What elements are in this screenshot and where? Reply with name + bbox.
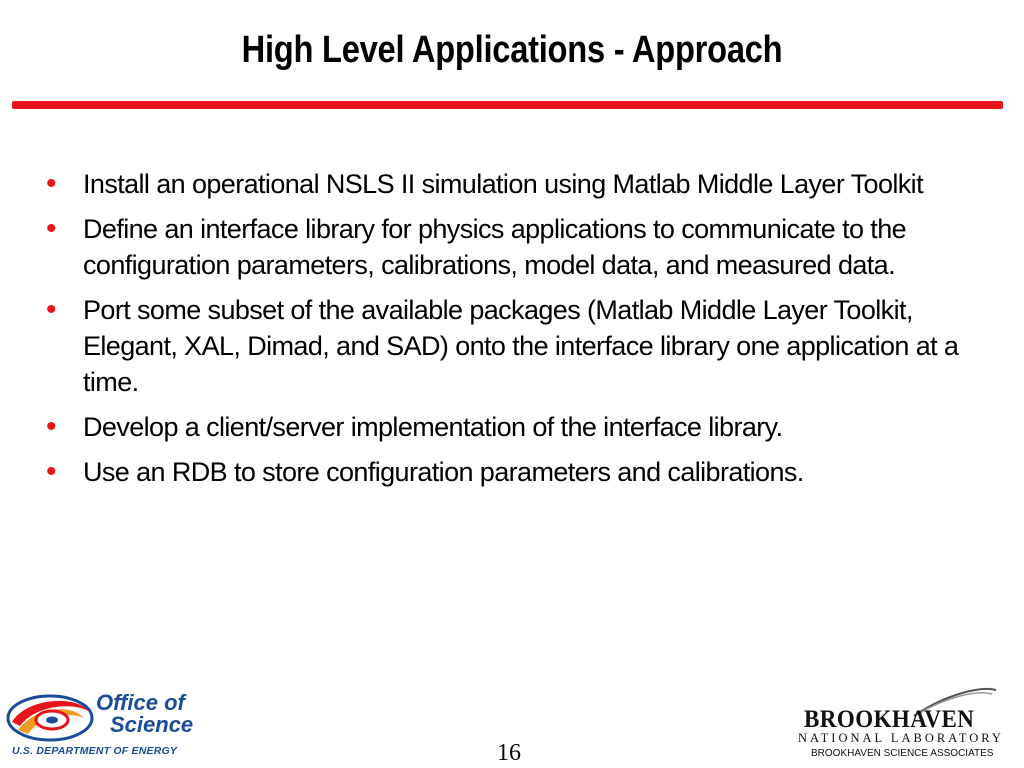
- bullet-item: [46, 292, 996, 400]
- bullet-text: Define an interface library for physics applications to communicate to the configuration parameters, calibrations, model data, and measured data.: [83, 214, 907, 280]
- doe-swirl-icon: [6, 692, 96, 744]
- page-number: 16: [497, 740, 521, 766]
- bullet-text: Install an operational NSLS II simulation using Matlab Middle Layer Toolkit: [83, 169, 923, 199]
- oos-agency: U.S. DEPARTMENT OF ENERGY: [12, 745, 178, 757]
- bullet-text: Develop a client/server implementation of the interface library.: [83, 412, 783, 442]
- bnl-subtitle: NATIONAL LABORATORY: [798, 731, 1004, 745]
- bullet-icon: •: [46, 167, 56, 200]
- title-divider: [12, 101, 1003, 109]
- bullet-text: Use an RDB to store configuration parameters and calibrations.: [83, 457, 804, 487]
- bullet-text: Port some subset of the available packages (Matlab Middle Layer Toolkit, Elegant, XAL, Dimad, and SAD) onto the interface library one application at a time.: [83, 295, 959, 397]
- slide-title: High Level Applications - Approach: [241, 29, 783, 71]
- bullet-item: [46, 166, 996, 202]
- bullet-item: [46, 211, 996, 283]
- office-of-science-logo: [4, 690, 216, 760]
- bullet-list: [46, 166, 996, 499]
- bnl-associates: BROOKHAVEN SCIENCE ASSOCIATES: [811, 748, 994, 759]
- bullet-item: [46, 454, 996, 490]
- bullet-icon: •: [46, 293, 56, 326]
- oos-line1: Office of: [96, 690, 185, 715]
- bullet-icon: •: [46, 455, 56, 488]
- bullet-item: [46, 409, 996, 445]
- bnl-name: BROOKHAVEN: [804, 706, 975, 733]
- bullet-icon: •: [46, 212, 56, 245]
- bullet-icon: •: [46, 410, 56, 443]
- brookhaven-logo: [796, 686, 1018, 766]
- oos-line2: Science: [110, 712, 194, 737]
